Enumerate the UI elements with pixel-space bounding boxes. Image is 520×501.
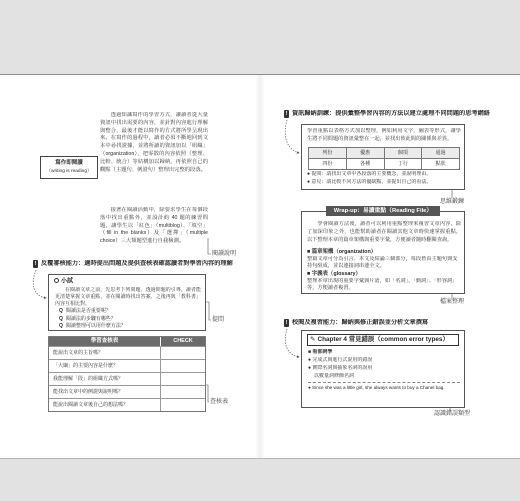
quiz-title-text: 小試 [61, 278, 74, 285]
wrapup-section-text: 整篇文章可分為引言、本文及結論三個部分，每段皆由主題句與支持句組成，並以連接詞串連全文。 [307, 256, 458, 269]
table-cell: 四份 [322, 161, 333, 167]
learning-checklist-table [48, 336, 206, 412]
checklist-header-check: CHECK [160, 337, 205, 346]
wrapup-intro: 學會閱讀方法後，讀者可以利用重點整理來複習文章內容，除了加深印象之外，也能幫助讀者在閱讀其他文章時快速掌握重點。以下整理本章的篇章架構與重要字彙，方便讀者隨時翻閱查詢。 [307, 221, 461, 243]
checklist-item: 能找出文章中的例證與說明嗎？ [53, 389, 124, 395]
checklist-header-row [49, 337, 205, 346]
connector-question [206, 302, 211, 320]
table-cell: 丁行 [384, 159, 422, 169]
heading-review-ability: 反覆審核能力：適時提出問題及提供查核表確認讀者對學習內容的理解 [41, 260, 233, 267]
book-gutter [255, 75, 265, 458]
intro-paragraph-2: 接著在閱讀活動中，除要求學生在每個段落中找出重點外，並設計約 40 題的練習問題，讓學生以「紅色」（multiblog）、「填空」（fill in the blanks）及「選擇」（multiple choice）三大類題型進行自我檢測。 [100, 207, 208, 245]
table-cell: 點狀 [421, 159, 459, 169]
annotation-question: 提問 [212, 317, 225, 323]
checklist-header-title: 學習查核表 [90, 338, 119, 344]
wrapup-section-text: 整理本章出現的重要字彙與片語，如「名詞」、「動詞」、「形容詞」等，方便讀者複習。 [307, 278, 458, 291]
heading-info-organization: 資訊歸納訓練：提供彙整學習內容的方法以建立處理不同問題的思考網絡 [292, 110, 490, 117]
pencil-icon: ✎ [310, 336, 316, 343]
checklist-check-cell [160, 373, 205, 385]
error-item: 以數量詞修飾名詞 [314, 373, 355, 379]
connector-reading-guide [208, 238, 211, 254]
heading-flag-icon: ! [285, 320, 288, 326]
intro-paragraph-1: 透過知識寫作的學習方式，讓讀者從大量資訊中找出需要的內容，並針對內容進行理解與整合，最後才能以寫作的方式將所學呈現出來。在寫作的過程中，讀者必須不斷地回到文本中尋找證據，並將所讀的資訊加以「組織」（organization），把零散的內容依照（整理、比較、統合）等結構加以歸納，再依照自己的觀點（主題句、例證句）整理出完整的段落。 [100, 112, 208, 173]
table-cell: 通過 [421, 148, 459, 158]
mindmap-table-row [309, 148, 459, 158]
question-text: 閱讀法是否重要呢？ [65, 308, 111, 314]
mindmap-note: ● 提問：請找出文章中各段落的主要概念，並說明理由。 [307, 171, 432, 177]
quiz-box [48, 274, 206, 331]
mindmap-note: ● 意見：請比較不同方法的優缺點，並提出自己的看法。 [307, 179, 432, 185]
question-marker: Q [59, 308, 63, 314]
checklist-check-cell [160, 347, 205, 359]
checklist-item: 能說出文章的主旨嗎？ [53, 350, 104, 356]
error-item: ● 完成式與進行式混用的錯誤 [308, 357, 373, 363]
dashed-arrow-review [33, 270, 46, 298]
quiz-question [59, 316, 116, 323]
intro-label-box [40, 156, 98, 179]
question-marker: Q [59, 323, 63, 329]
wrapup-box [301, 211, 465, 294]
mindmap-box [301, 124, 465, 190]
intro-label-english: （writing is reading） [46, 168, 92, 174]
annotation-error-types: 認識錯誤類型 [434, 411, 471, 417]
table-cell: 個項 [384, 148, 422, 158]
quiz-title [54, 278, 73, 286]
table-cell: 各種 [346, 159, 384, 169]
wrapup-title-bar: Wrap-up：易讀重點（Reading File） [326, 206, 440, 216]
question-text: 閱讀整理可以用什麼方法？ [65, 323, 126, 329]
intro-label-title: 寫作即閱讀 [55, 160, 83, 166]
scan-bottom-margin [0, 458, 520, 501]
wrapup-section-title: ■ 篇章架構（organization） [307, 249, 377, 255]
checklist-item: 「大綱」的主要內容是什麼？ [53, 363, 119, 369]
checklist-row [49, 346, 205, 359]
annotation-thinking-practice: 思維鍛鍊 [440, 199, 465, 205]
error-example-sentence: ● Since she was a little girl, she always wants to buy a Chanel bag. [308, 385, 445, 390]
checklist-row [49, 385, 205, 398]
checklist-check-cell [160, 360, 205, 372]
heading-proofreading-ability: 校閱及複習能力：歸納與修正錯誤並分析文章撰寫 [292, 319, 429, 326]
heading-flag-icon: ! [34, 261, 37, 267]
quiz-question [59, 323, 126, 330]
checklist-row [49, 372, 205, 385]
checklist-check-cell [160, 399, 205, 411]
dashed-arrow-proof [285, 329, 299, 357]
error-item: ● 實際名詞與抽象名詞的誤用 [308, 365, 373, 371]
wrapup-section-title: ■ 字義表（glossary） [307, 271, 361, 277]
mindmap-text: 學習重點以表格方式加以整理，例如利用文字、圖表等形式，讓學生將不同問題的資訊彙整在一起，並找出彼此間的關係與差異。 [307, 128, 461, 142]
scan-top-margin [0, 0, 520, 75]
connector-checklist [206, 385, 209, 402]
question-marker: Q [59, 315, 63, 322]
table-cell: 優惠 [346, 148, 384, 158]
quiz-question [59, 308, 111, 315]
checklist-row [49, 359, 205, 372]
mindmap-table [308, 147, 460, 170]
dashed-divider [308, 382, 460, 383]
heading-flag-icon: ! [285, 111, 288, 117]
annotation-file-organization: 檔案整理 [440, 299, 465, 305]
checklist-item: 能說出閱讀文章後自己的想法嗎？ [53, 402, 129, 408]
checklist-row [49, 398, 205, 411]
annotation-checklist: 查核表 [210, 399, 229, 405]
dashed-arrow-info [285, 120, 299, 153]
checklist-check-cell [160, 386, 205, 398]
table-cell: 列份 [322, 150, 333, 156]
question-text: 閱讀法的步驟有哪些？ [65, 315, 116, 322]
common-errors-header [307, 334, 459, 346]
checklist-item: 我能理解「段」的組織方式嗎？ [53, 376, 124, 382]
common-errors-title: Chapter 4 常見錯誤（common error types） [317, 336, 449, 343]
quiz-circle-icon [54, 278, 59, 283]
mindmap-table-row [309, 158, 459, 169]
error-category: ■ 看部詞學 [308, 349, 333, 355]
annotation-reading-guide: 閱讀說明 [212, 251, 237, 257]
common-errors-box [301, 330, 465, 408]
quiz-instructions: 在閱讀文章之前，先思考下列問題。透過問題的引導，讀者能更清楚掌握文章重點，並在閱讀時找出答案，之後再與「教科書」內容互相比對。 [55, 287, 201, 307]
